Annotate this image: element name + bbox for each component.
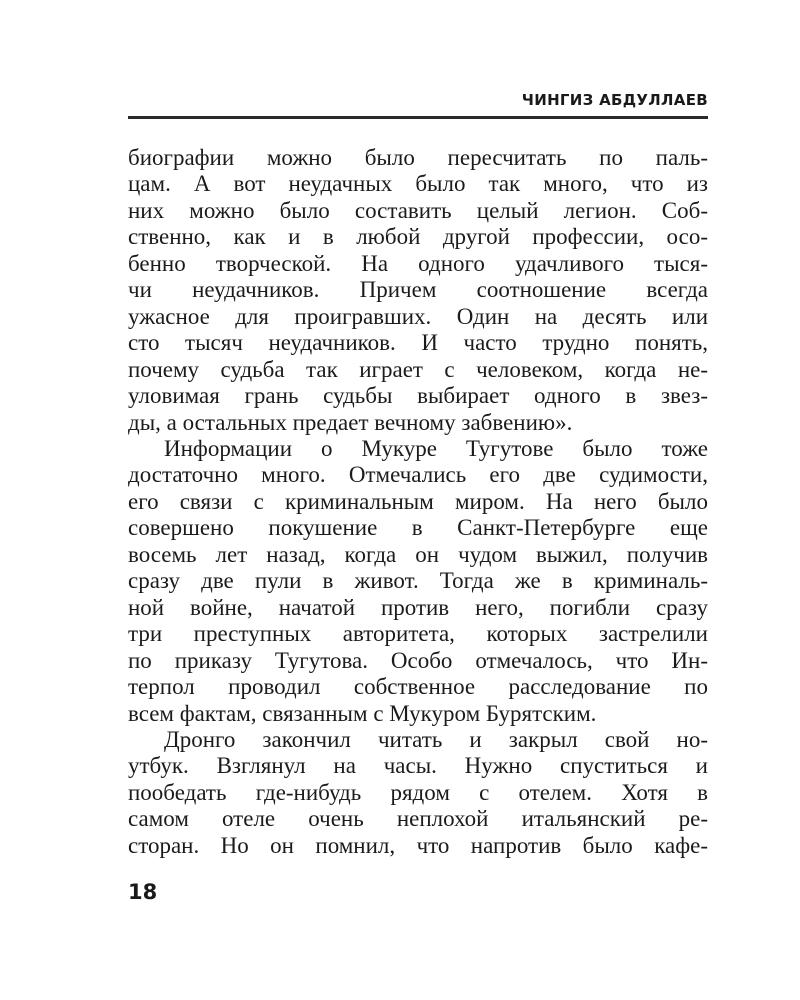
text-line: сразу две пули в живот. Тогда же в криминаль- bbox=[128, 568, 708, 594]
text-line: Дронго закончил читать и закрыл свой но- bbox=[164, 726, 708, 752]
text-line: пообедать где-нибудь рядом с отелем. Хотя в bbox=[128, 779, 708, 805]
text-line: почему судьба так играет с человеком, когда не- bbox=[128, 356, 708, 382]
text-line: сторан. Но он помнил, что напротив было кафе- bbox=[128, 832, 708, 858]
text-line: них можно было составить целый легион. Соб- bbox=[128, 197, 708, 223]
text-line: биографии можно было пересчитать по паль- bbox=[128, 145, 708, 170]
text-line: Информации о Мукуре Тугутове было тоже bbox=[164, 435, 708, 461]
text-line: утбук. Взглянул на часы. Нужно спуститься и bbox=[128, 753, 708, 779]
text-line: самом отеле очень неплохой итальянский ре- bbox=[128, 806, 708, 832]
text-line: его связи с криминальным миром. На него было bbox=[128, 488, 708, 514]
text-line: по приказу Тугутова. Особо отмечалось, что Ин- bbox=[128, 647, 708, 673]
body-text bbox=[128, 145, 708, 859]
text-line: всем фактам, связанным с Мукуром Бурятским. bbox=[128, 700, 597, 726]
text-line: чи неудачников. Причем соотношение всегда bbox=[128, 277, 708, 303]
header-rule bbox=[128, 116, 708, 119]
text-line: сто тысяч неудачников. И часто трудно понять, bbox=[128, 330, 708, 356]
text-line: три преступных авторитета, которых застрелили bbox=[128, 621, 708, 647]
text-line: ды, а остальных предает вечному забвению». bbox=[128, 409, 573, 435]
text-line: достаточно много. Отмечались его две судимости, bbox=[128, 462, 708, 488]
text-line: терпол проводил собственное расследование по bbox=[128, 674, 708, 700]
page-number: 18 bbox=[128, 880, 158, 904]
text-line: уловимая грань судьбы выбирает одного в звез- bbox=[128, 383, 708, 409]
text-line: совершено покушение в Санкт-Петербурге еще bbox=[128, 515, 708, 541]
text-line: восемь лет назад, когда он чудом выжил, получив bbox=[128, 541, 708, 567]
text-line: цам. А вот неудачных было так много, что из bbox=[128, 171, 708, 197]
running-head-author: ЧИНГИЗ АБДУЛЛАЕВ bbox=[521, 91, 708, 109]
text-line: ужасное для проигравших. Один на десять или bbox=[128, 303, 708, 329]
text-line: бенно творческой. На одного удачливого тыся- bbox=[128, 250, 708, 276]
text-line: ной войне, начатой против него, погибли сразу bbox=[128, 594, 708, 620]
text-line: ственно, как и в любой другой профессии, осо- bbox=[128, 224, 708, 250]
